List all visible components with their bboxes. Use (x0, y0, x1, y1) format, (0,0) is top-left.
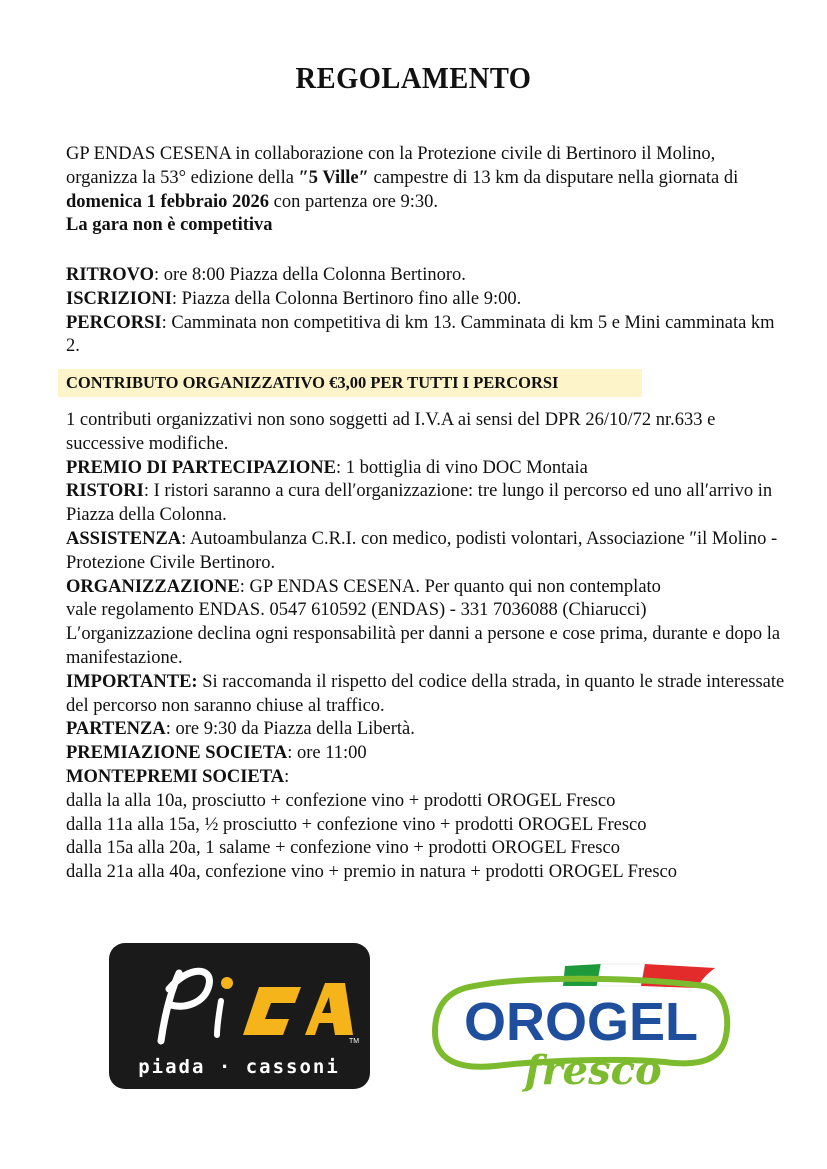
organizzazione-row (66, 576, 786, 600)
pica-logo (109, 943, 370, 1089)
premio-label: PREMIO DI PARTECIPAZIONE (66, 457, 337, 478)
iva-row: 1 contributi organizzativi non sono soggetti ad I.V.A ai sensi del DPR 26/10/72 nr.633 e successive modifiche. (66, 410, 716, 454)
pica-c-shape (243, 987, 301, 1035)
intro-paragraph (66, 143, 786, 238)
assistenza-label: ASSISTENZA (66, 528, 182, 549)
pica-tagline: piada · cassoni (138, 1056, 340, 1078)
ritrovo-text: : ore 8:00 Piazza della Colonna Bertinoro. (154, 265, 466, 285)
details-section (66, 409, 786, 885)
prize-row: dalla la alla 10a, prosciutto + confezione vino + prodotti OROGEL Fresco (66, 790, 616, 811)
intro-text: organizza la 53° edizione della (66, 167, 299, 188)
pica-p-stroke (161, 971, 209, 1041)
orogel-logo (425, 958, 737, 1094)
orogel-wordmark: OROGEL (463, 992, 699, 1052)
orogel-logo-graphic (425, 958, 737, 1094)
partenza-text: : ore 9:30 da Piazza della Libertà. (165, 719, 415, 740)
organizzazione-label: ORGANIZZAZIONE (66, 576, 240, 597)
montepremi-label: MONTEPREMI SOCIETA (66, 766, 285, 787)
percorsi-text: : Camminata non competitiva di km 13. Camminata di km 5 e Mini camminata km 2. (66, 312, 775, 357)
ristori-text: : I ristori saranno a cura dell′organizzazione: tre lungo il percorso ed uno all′arrivo in Piazza della Colonna. (66, 481, 773, 526)
percorsi-label: PERCORSI (66, 312, 162, 333)
pica-logo-graphic (109, 943, 370, 1089)
pica-i-stroke (217, 1001, 221, 1035)
pica-i-dot (221, 977, 233, 989)
ristori-label: RISTORI (66, 481, 144, 502)
info-section (66, 264, 786, 359)
intro-text: GP ENDAS CESENA in collaborazione con la Protezione civile di Bertinoro il Molino, (66, 144, 716, 164)
intro-line (66, 214, 786, 238)
iscrizioni-row (66, 288, 786, 312)
non-competitive-note: La gara non è competitiva (66, 215, 273, 236)
assistenza-row (66, 528, 786, 576)
prize-row: dalla 21a alla 40a, confezione vino + premio in natura + prodotti OROGEL Fresco (66, 862, 677, 883)
intro-text: con partenza ore 9:30. (268, 191, 438, 212)
race-date: domenica 1 febbraio 2026 (66, 191, 269, 212)
premiazione-row (66, 742, 786, 766)
importante-text: Si raccomanda il rispetto del codice della strada, in quanto le strade interessate del percorso non saranno chiuse al traffico. (66, 671, 785, 716)
intro-line (66, 167, 786, 191)
organizzazione-text: : GP ENDAS CESENA. Per quanto qui non contemplato (239, 576, 661, 597)
prize-row: dalla 15a alla 20a, 1 salame + confezione vino + prodotti OROGEL Fresco (66, 838, 620, 859)
intro-line (66, 191, 786, 215)
partenza-row (66, 718, 786, 742)
premio-text: : 1 bottiglia di vino DOC Montaia (336, 457, 588, 478)
race-name: ″5 Ville″ (298, 167, 369, 188)
pica-tm: TM (349, 1038, 360, 1045)
premiazione-label: PREMIAZIONE SOCIETA (66, 743, 288, 764)
assistenza-text: : Autoambulanza C.R.I. con medico, podisti volontari, Associazione ″il Molino - Protezione Civile Bertinoro. (66, 528, 778, 573)
orogel-fresco: fresco (524, 1047, 662, 1094)
iscrizioni-text: : Piazza della Colonna Bertinoro fino alle 9:00. (171, 288, 522, 309)
prize-row: dalla 11a alla 15a, ½ prosciutto + confezione vino + prodotti OROGEL Fresco (66, 814, 647, 835)
iscrizioni-label: ISCRIZIONI (66, 288, 172, 309)
intro-text: campestre di 13 km da disputare nella giornata di (368, 167, 739, 188)
orogel-flag-green (563, 964, 601, 986)
declina-row: L′organizzazione declina ogni responsabilità per danni a persone e cose prima, durante e dopo la manifestazione. (66, 624, 781, 668)
organizzazione-contacts: vale regolamento ENDAS. 0547 610592 (ENDAS) - 331 7036088 (Chiarucci) (66, 600, 647, 621)
montepremi-text: : (284, 766, 290, 787)
ritrovo-row (66, 264, 786, 288)
pica-a-shape (305, 983, 353, 1035)
page-title: REGOLAMENTO (295, 60, 532, 95)
percorsi-row (66, 312, 786, 360)
importante-row (66, 671, 786, 719)
premio-row (66, 457, 786, 481)
montepremi-row (66, 766, 786, 790)
ristori-row (66, 480, 786, 528)
partenza-label: PARTENZA (66, 719, 166, 740)
premiazione-text: : ore 11:00 (287, 743, 367, 764)
contributo-banner: CONTRIBUTO ORGANIZZATIVO €3,00 PER TUTTI I PERCORSI (58, 369, 642, 397)
intro-line (66, 143, 786, 167)
importante-label: IMPORTANTE: (66, 671, 198, 692)
ritrovo-label: RITROVO (66, 265, 155, 285)
